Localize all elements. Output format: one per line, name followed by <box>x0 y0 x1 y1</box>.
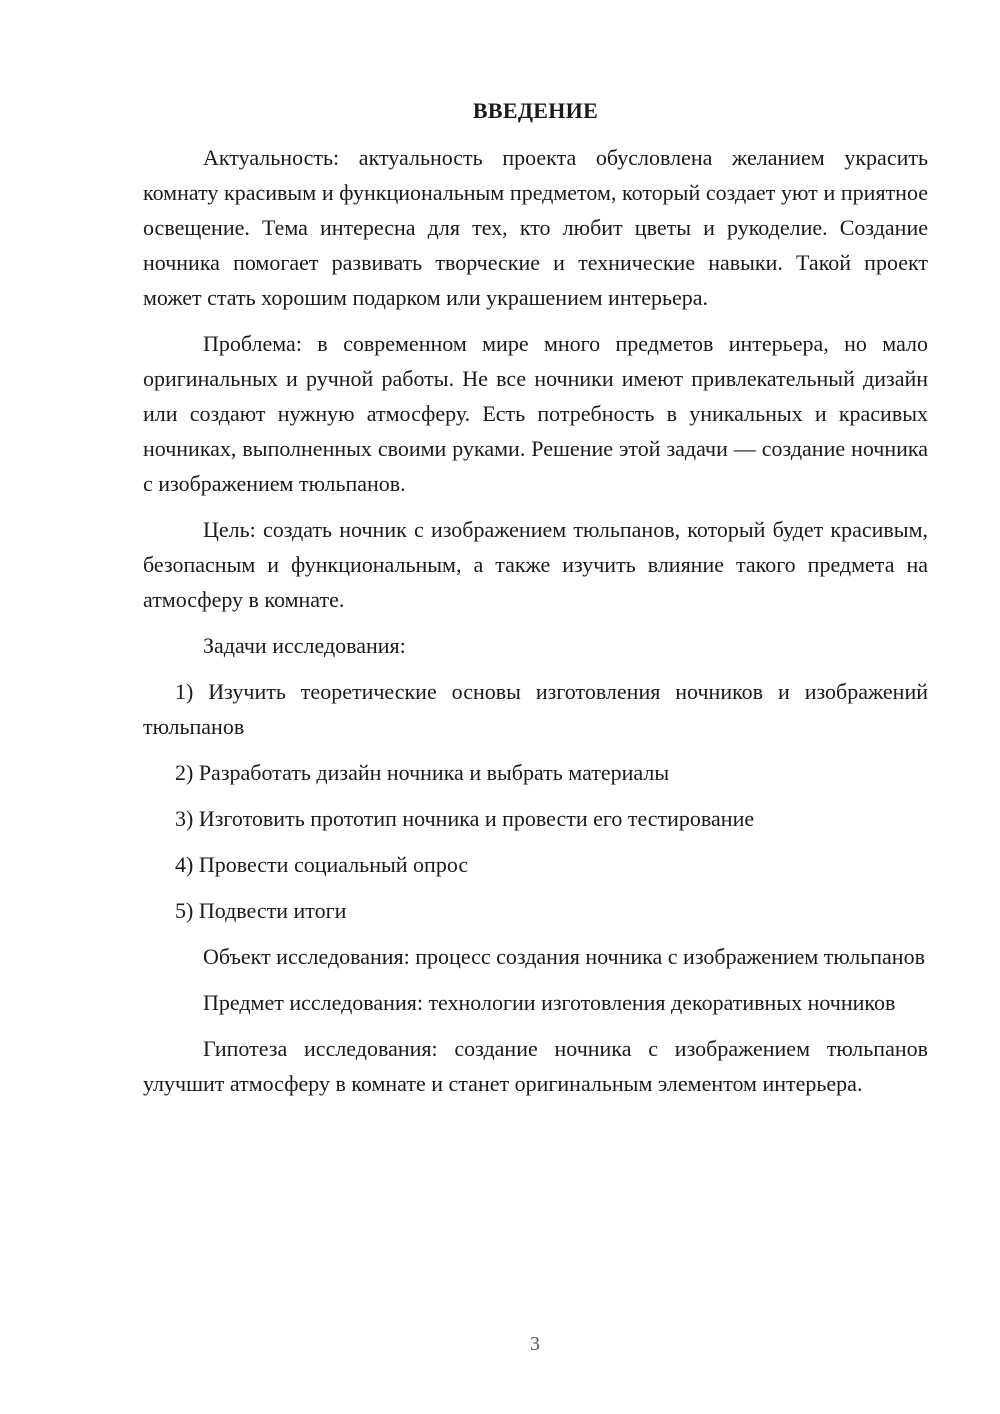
goal-paragraph: Цель: создать ночник с изображением тюльпанов, который будет красивым, безопасным и функциональным, а также изучить влияние такого предмета на атмосферу в комнате. <box>143 517 928 612</box>
page-title: ВВЕДЕНИЕ <box>472 98 599 123</box>
task-item: 5) Подвести итоги <box>175 898 347 923</box>
subject-paragraph: Предмет исследования: технологии изготовления декоративных ночников <box>203 990 896 1015</box>
page-number: 3 <box>530 1333 540 1355</box>
relevance-paragraph: Актуальность: актуальность проекта обусловлена желанием украсить комнату красивым и функциональным предметом, который создает уют и приятное освещение. Тема интересна для тех, кто любит цветы и рукоделие. Создание ночника помогает развивать творческие и технические навыки. Такой проект может стать хорошим подарком или украшением интерьера. <box>143 145 928 310</box>
problem-paragraph: Проблема: в современном мире много предметов интерьера, но мало оригинальных и ручной работы. Не все ночники имеют привлекательный дизайн или создают нужную атмосферу. Есть потребность в уникальных и красивых ночниках, выполненных своими руками. Решение этой задачи — создание ночника с изображением тюльпанов. <box>143 331 928 496</box>
hypothesis-paragraph: Гипотеза исследования: создание ночника с изображением тюльпанов улучшит атмосферу в комнате и станет оригинальным элементом интерьера. <box>143 1036 928 1096</box>
task-item: 2) Разработать дизайн ночника и выбрать материалы <box>175 760 670 785</box>
tasks-list <box>143 674 928 928</box>
tasks-heading: Задачи исследования: <box>203 633 406 658</box>
document-body <box>143 96 928 1101</box>
task-item: 4) Провести социальный опрос <box>175 852 469 877</box>
object-paragraph: Объект исследования: процесс создания ночника с изображением тюльпанов <box>203 944 925 969</box>
task-item: 3) Изготовить прототип ночника и провести его тестирование <box>175 806 755 831</box>
task-item: 1) Изучить теоретические основы изготовления ночников и изображений тюльпанов <box>143 679 928 739</box>
